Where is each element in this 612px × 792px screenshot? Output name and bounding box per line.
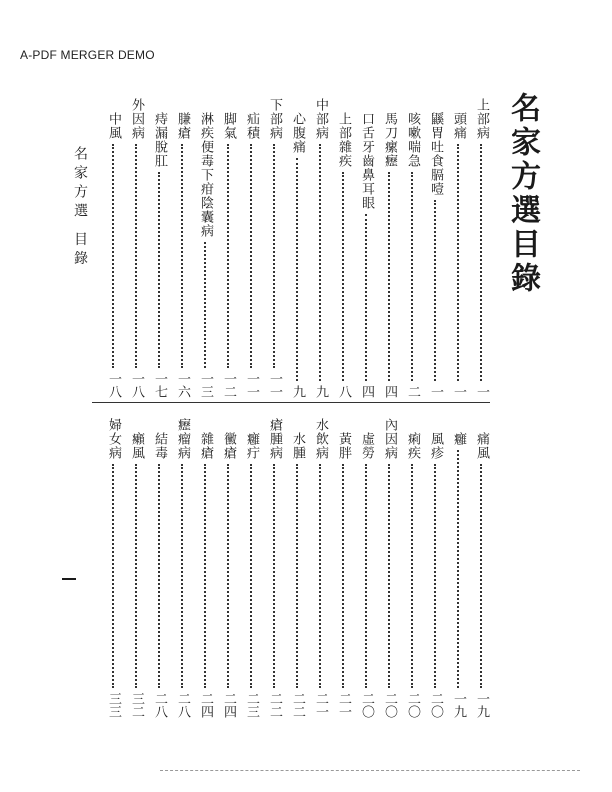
toc-entry-page: 一二 xyxy=(221,372,236,398)
toc-entry-page: 九 xyxy=(290,385,305,398)
section-divider xyxy=(92,402,490,403)
dot-leader xyxy=(112,464,114,688)
dot-leader xyxy=(457,450,459,688)
toc-entry xyxy=(378,98,400,398)
toc-entry-title: 雜瘡 xyxy=(198,432,213,460)
toc-entry-title: 馬刀瘰癧 xyxy=(382,112,397,168)
toc-entry-page: 二三 xyxy=(244,692,259,718)
dot-leader xyxy=(411,464,413,688)
toc-entry-title: 黃胖 xyxy=(336,432,351,460)
dot-leader xyxy=(227,144,229,368)
toc-entry xyxy=(102,98,124,398)
toc-entry-page: 二〇 xyxy=(359,692,374,718)
toc-entry-page: 一六 xyxy=(175,372,190,398)
toc-entry xyxy=(447,98,469,398)
toc-entry-title: 癰 xyxy=(451,432,466,446)
dot-leader xyxy=(388,172,390,381)
toc-entry xyxy=(194,418,216,718)
toc-entry-title: 外因病 xyxy=(129,98,144,140)
toc-entry xyxy=(309,98,331,398)
dot-leader xyxy=(480,464,482,688)
toc-entry xyxy=(424,418,446,718)
toc-entry-title: 虛勞 xyxy=(359,432,374,460)
toc-entry xyxy=(217,98,239,398)
toc-entry-title: 婦女病 xyxy=(106,418,121,460)
toc-entry-page: 二 xyxy=(405,385,420,398)
dot-leader xyxy=(457,144,459,381)
toc-entry-title: 水飲病 xyxy=(313,418,328,460)
toc-entry-title: 中風 xyxy=(106,112,121,140)
toc-entry-title: 癧瘤病 xyxy=(175,418,190,460)
toc-entry xyxy=(148,418,170,718)
toc-entry-page: 一 xyxy=(474,385,489,398)
dot-leader xyxy=(319,144,321,381)
toc-entry xyxy=(263,98,285,398)
page-title: 名家方選目錄 xyxy=(505,92,540,296)
toc-entry xyxy=(194,98,216,398)
toc-entry-title: 結毒 xyxy=(152,432,167,460)
toc-entry-page: 二〇 xyxy=(405,692,420,718)
dot-leader xyxy=(204,242,206,368)
toc-entry xyxy=(217,418,239,718)
toc-entry-title: 水腫 xyxy=(290,432,305,460)
toc-entry-title: 口舌牙齒鼻耳眼 xyxy=(359,112,374,210)
toc-entry-title: 痛風 xyxy=(474,432,489,460)
toc-entry-title: 淋疾便毒下疳陰囊病 xyxy=(198,112,213,238)
toc-entry-title: 鼷胃吐食膈噎 xyxy=(428,112,443,196)
dot-leader xyxy=(204,464,206,688)
dot-leader xyxy=(135,144,137,368)
dot-leader xyxy=(296,158,298,381)
toc-entry-page: 八 xyxy=(336,385,351,398)
toc-entry xyxy=(125,98,147,398)
dot-leader xyxy=(342,172,344,381)
toc-entry-page: 二八 xyxy=(175,692,190,718)
toc-entry-page: 二一 xyxy=(313,692,328,718)
toc-entry xyxy=(309,418,331,718)
toc-entry-page: 四 xyxy=(359,385,374,398)
toc-entry-title: 頭痛 xyxy=(451,112,466,140)
dot-leader xyxy=(480,144,482,381)
toc-entry-page: 一八 xyxy=(106,372,121,398)
toc-entry xyxy=(470,98,492,398)
toc-entry-page: 二二 xyxy=(290,692,305,718)
toc-entry xyxy=(355,418,377,718)
dot-leader xyxy=(365,464,367,688)
margin-folio-mark xyxy=(62,578,76,580)
toc-entry xyxy=(263,418,285,718)
toc-entry-title: 咳嗽喘急 xyxy=(405,112,420,168)
toc-entry-page: 一九 xyxy=(474,692,489,718)
toc-entry-title: 中部病 xyxy=(313,98,328,140)
toc-entry-title: 上部病 xyxy=(474,98,489,140)
toc-entry-page: 一 xyxy=(428,385,443,398)
toc-entry xyxy=(332,98,354,398)
toc-entry-page: 一一 xyxy=(244,372,259,398)
dot-leader xyxy=(158,464,160,688)
dot-leader xyxy=(342,464,344,688)
toc-entry xyxy=(102,418,124,718)
bottom-scan-rule xyxy=(160,770,580,771)
dot-leader xyxy=(365,214,367,381)
toc-entry-title: 心腹痛 xyxy=(290,112,305,154)
dot-leader xyxy=(227,464,229,688)
toc-entry-title: 下部病 xyxy=(267,98,282,140)
toc-entry-page: 三二 xyxy=(129,692,144,718)
toc-entry xyxy=(125,418,147,718)
toc-entry xyxy=(332,418,354,718)
dot-leader xyxy=(273,464,275,688)
toc-entry-page: 二四 xyxy=(198,692,213,718)
toc-entry-title: 風疹 xyxy=(428,432,443,460)
toc-entry-page: 一八 xyxy=(129,372,144,398)
toc-entry-title: 膁瘡 xyxy=(175,112,190,140)
toc-entry-title: 痢疾 xyxy=(405,432,420,460)
toc-entry-page: 九 xyxy=(313,385,328,398)
toc-entry xyxy=(355,98,377,398)
dot-leader xyxy=(250,464,252,688)
toc-entry xyxy=(240,98,262,398)
dot-leader xyxy=(273,144,275,368)
toc-entry xyxy=(447,418,469,718)
toc-entry xyxy=(148,98,170,398)
toc-entry-page: 二八 xyxy=(152,692,167,718)
toc-entry xyxy=(470,418,492,718)
dot-leader xyxy=(135,464,137,688)
toc-entry-page: 四 xyxy=(382,385,397,398)
dot-leader xyxy=(158,172,160,368)
toc-entry-page: 二四 xyxy=(221,692,236,718)
toc-entry xyxy=(171,418,193,718)
dot-leader xyxy=(411,172,413,381)
toc-entry-page: 一 xyxy=(451,385,466,398)
dot-leader xyxy=(296,464,298,688)
toc-entry-title: 黴瘡 xyxy=(221,432,236,460)
toc-entry xyxy=(286,98,308,398)
toc-entry-page: 二〇 xyxy=(382,692,397,718)
toc-entry-title: 癩風 xyxy=(129,432,144,460)
watermark-text: A-PDF MERGER DEMO xyxy=(20,48,155,62)
toc-entry-page: 二〇 xyxy=(428,692,443,718)
dot-leader xyxy=(319,464,321,688)
toc-entry-title: 疝積 xyxy=(244,112,259,140)
dot-leader xyxy=(112,144,114,368)
toc-entry xyxy=(401,98,423,398)
toc-entry-title: 上部雜疾 xyxy=(336,112,351,168)
toc-entry-page: 一七 xyxy=(152,372,167,398)
toc-entry-page: 二一 xyxy=(336,692,351,718)
dot-leader xyxy=(181,144,183,368)
toc-entry-page: 一三 xyxy=(198,372,213,398)
toc-entry xyxy=(240,418,262,718)
toc-entry-page: 一九 xyxy=(451,692,466,718)
dot-leader xyxy=(434,464,436,688)
dot-leader xyxy=(250,144,252,368)
toc-entry-title: 脚氣 xyxy=(221,112,236,140)
toc-entry-title: 癰疔 xyxy=(244,432,259,460)
dot-leader xyxy=(388,464,390,688)
toc-entry xyxy=(286,418,308,718)
toc-entry xyxy=(378,418,400,718)
toc-entry-page: 一一 xyxy=(267,372,282,398)
toc-entry-title: 內因病 xyxy=(382,418,397,460)
toc-entry-page: 二二 xyxy=(267,692,282,718)
toc-entry-title: 瘡腫病 xyxy=(267,418,282,460)
toc-entry xyxy=(424,98,446,398)
toc-entry-title: 痔漏脫肛 xyxy=(152,112,167,168)
margin-label: 名家方選 目錄 xyxy=(72,146,88,270)
dot-leader xyxy=(181,464,183,688)
dot-leader xyxy=(434,200,436,381)
toc-entry-page: 三三 xyxy=(106,692,121,718)
toc-entry xyxy=(171,98,193,398)
toc-entry xyxy=(401,418,423,718)
